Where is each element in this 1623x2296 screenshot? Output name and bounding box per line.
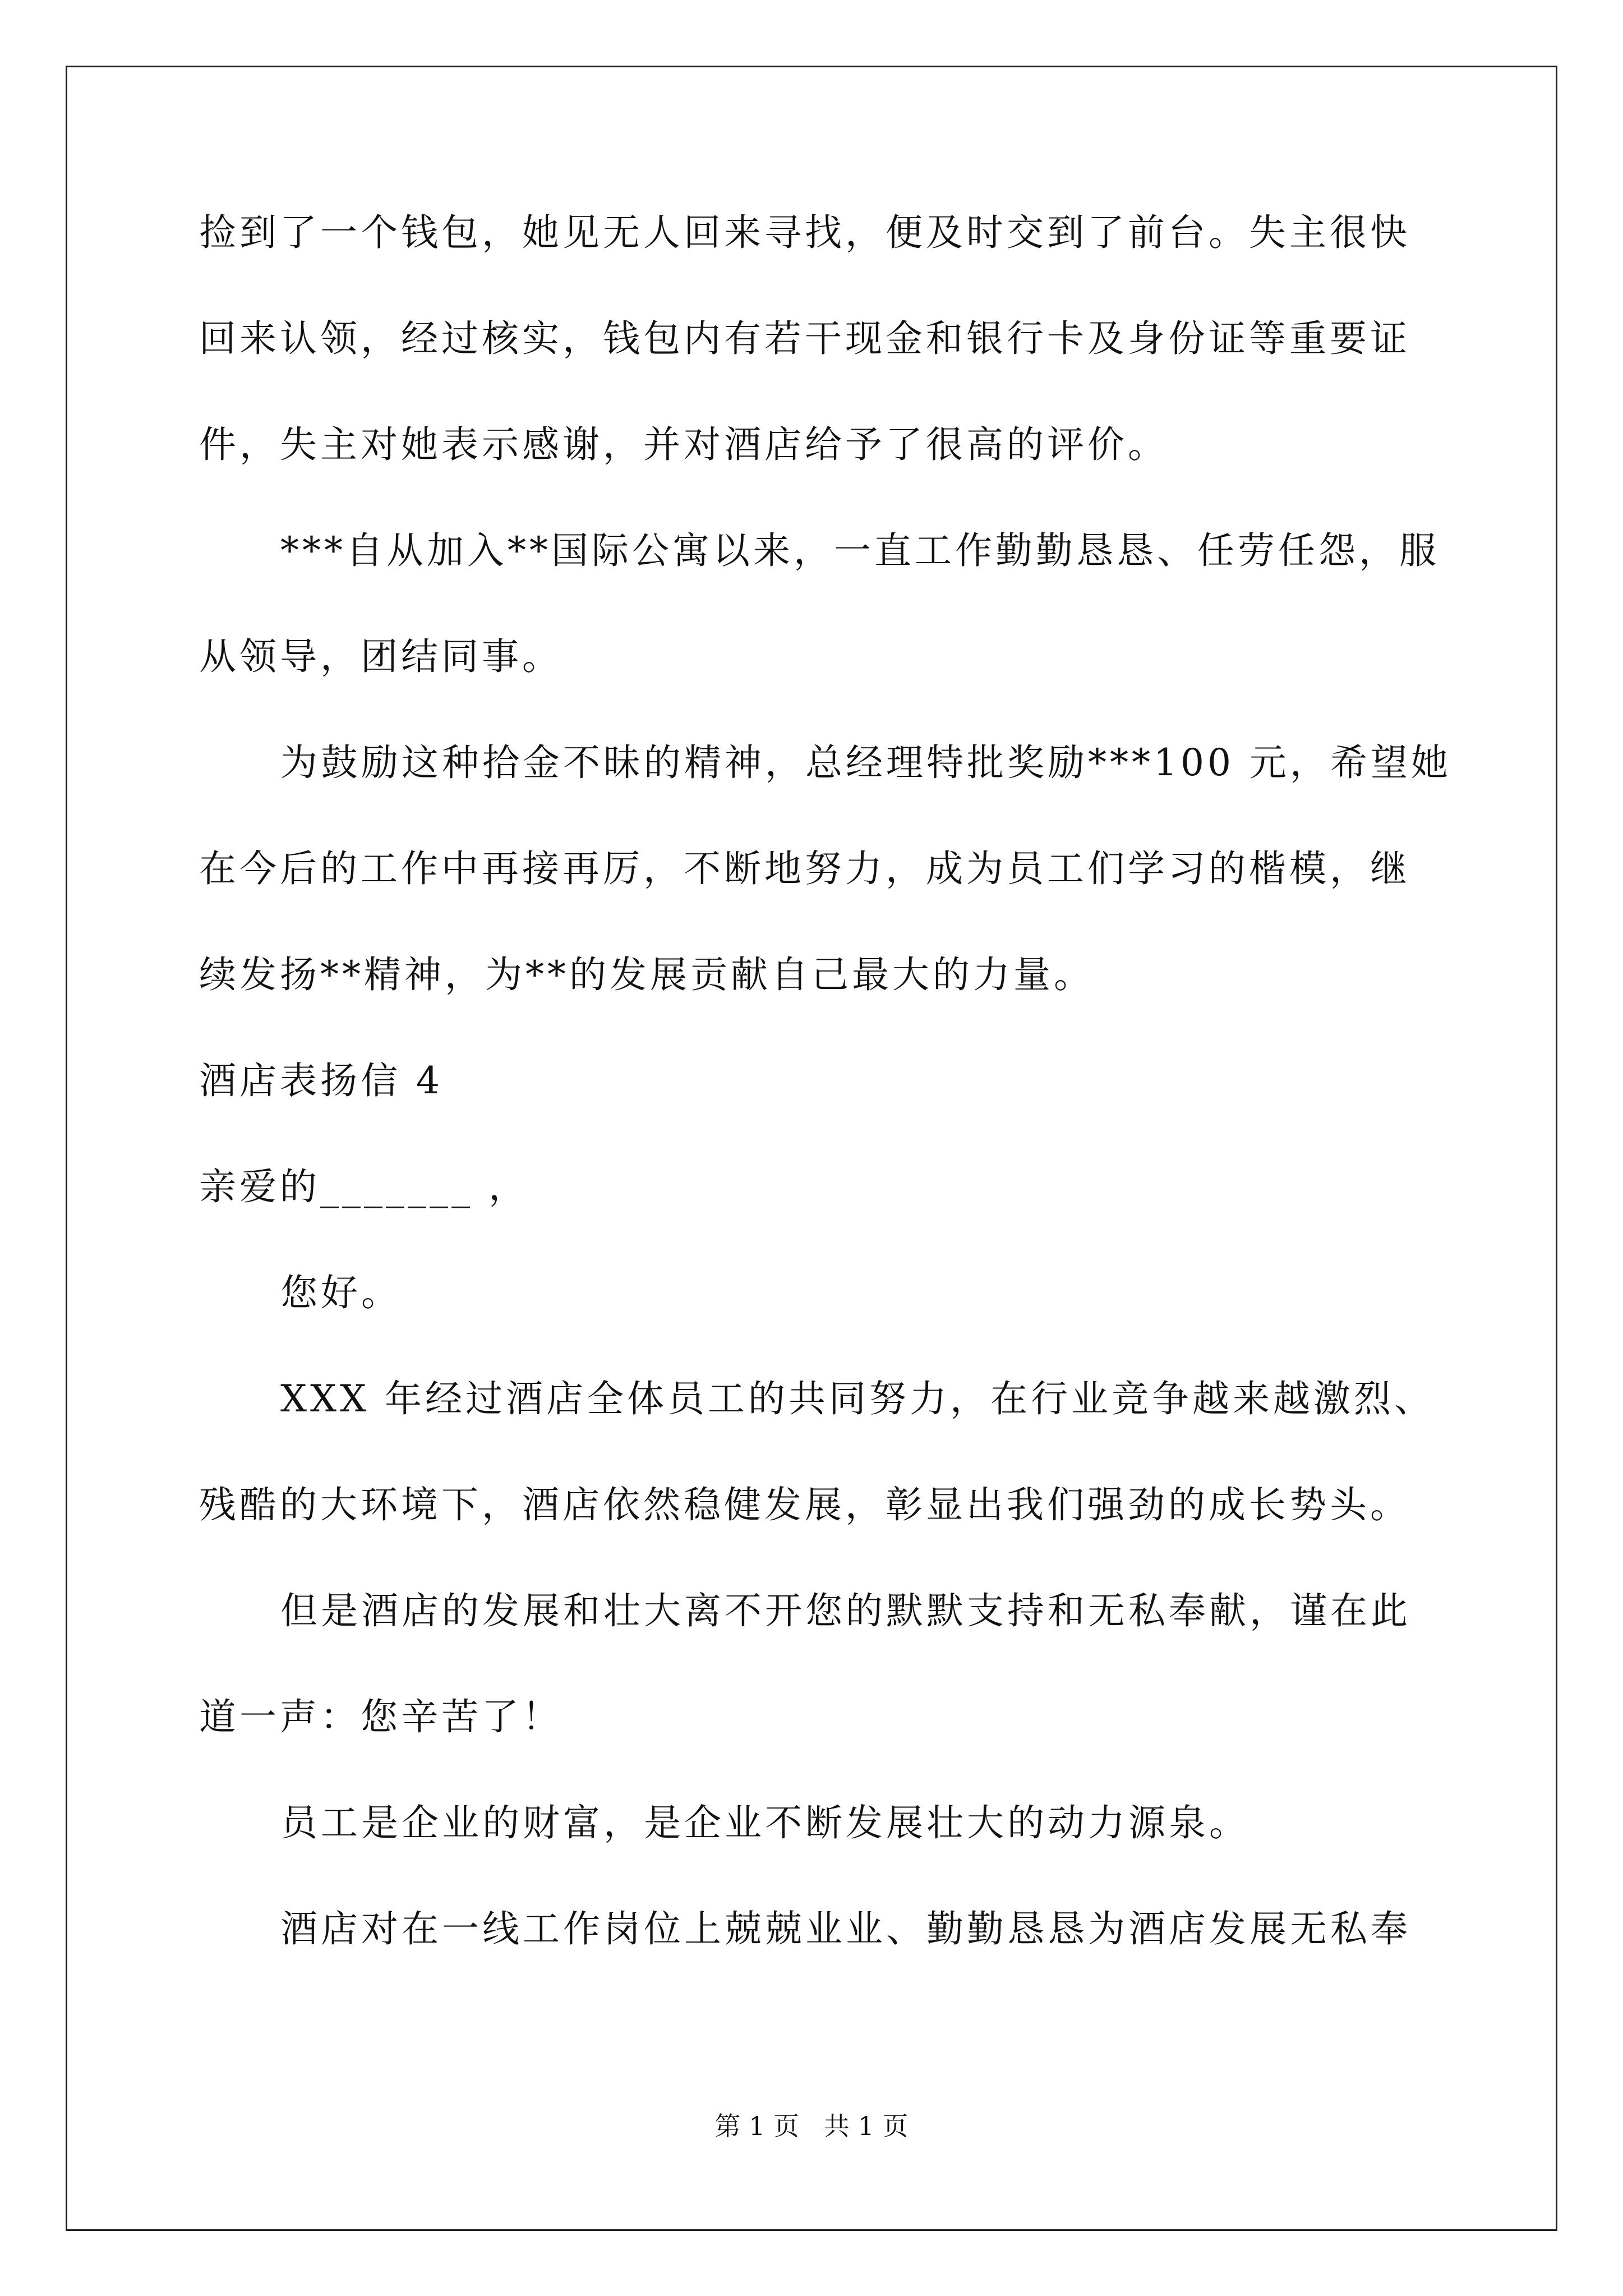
text-line: 在今后的工作中再接再厉，不断地努力，成为员工们学习的楷模，继	[199, 847, 1410, 890]
salutation: 亲爱的_______ ，	[199, 1165, 529, 1208]
text-line: 件，失主对她表示感谢，并对酒店给予了很高的评价。	[199, 423, 1168, 466]
greeting: 您好。	[280, 1271, 402, 1314]
text-line: 从领导，团结同事。	[199, 635, 562, 678]
text-line: 员工是企业的财富，是企业不断发展壮大的动力源泉。	[280, 1801, 1249, 1844]
text-line: 回来认领，经过核实，钱包内有若干现金和银行卡及身份证等重要证	[199, 317, 1410, 360]
text-line: 酒店对在一线工作岗位上兢兢业业、勤勤恳恳为酒店发展无私奉	[280, 1907, 1411, 1950]
text-line: 残酷的大环境下，酒店依然稳健发展，彰显出我们强劲的成长势头。	[199, 1483, 1410, 1526]
text-line: 但是酒店的发展和壮大离不开您的默默支持和无私奉献，谨在此	[280, 1589, 1411, 1632]
text-line: XXX 年经过酒店全体员工的共同努力，在行业竞争越来越激烈、	[280, 1377, 1435, 1420]
text-line: 为鼓励这种拾金不昧的精神，总经理特批奖励***100 元，希望她	[280, 741, 1451, 784]
page-footer: 第 1 页 共 1 页	[714, 2111, 909, 2141]
section-heading: 酒店表扬信 4	[199, 1059, 443, 1102]
text-line: 续发扬**精神，为**的发展贡献自己最大的力量。	[199, 953, 1094, 996]
text-line: 捡到了一个钱包，她见无人回来寻找，便及时交到了前台。失主很快	[199, 211, 1410, 254]
text-line: 道一声：您辛苦了！	[199, 1695, 562, 1738]
text-line: ***自从加入**国际公寓以来，一直工作勤勤恳恳、任劳任怨，服	[280, 529, 1440, 572]
